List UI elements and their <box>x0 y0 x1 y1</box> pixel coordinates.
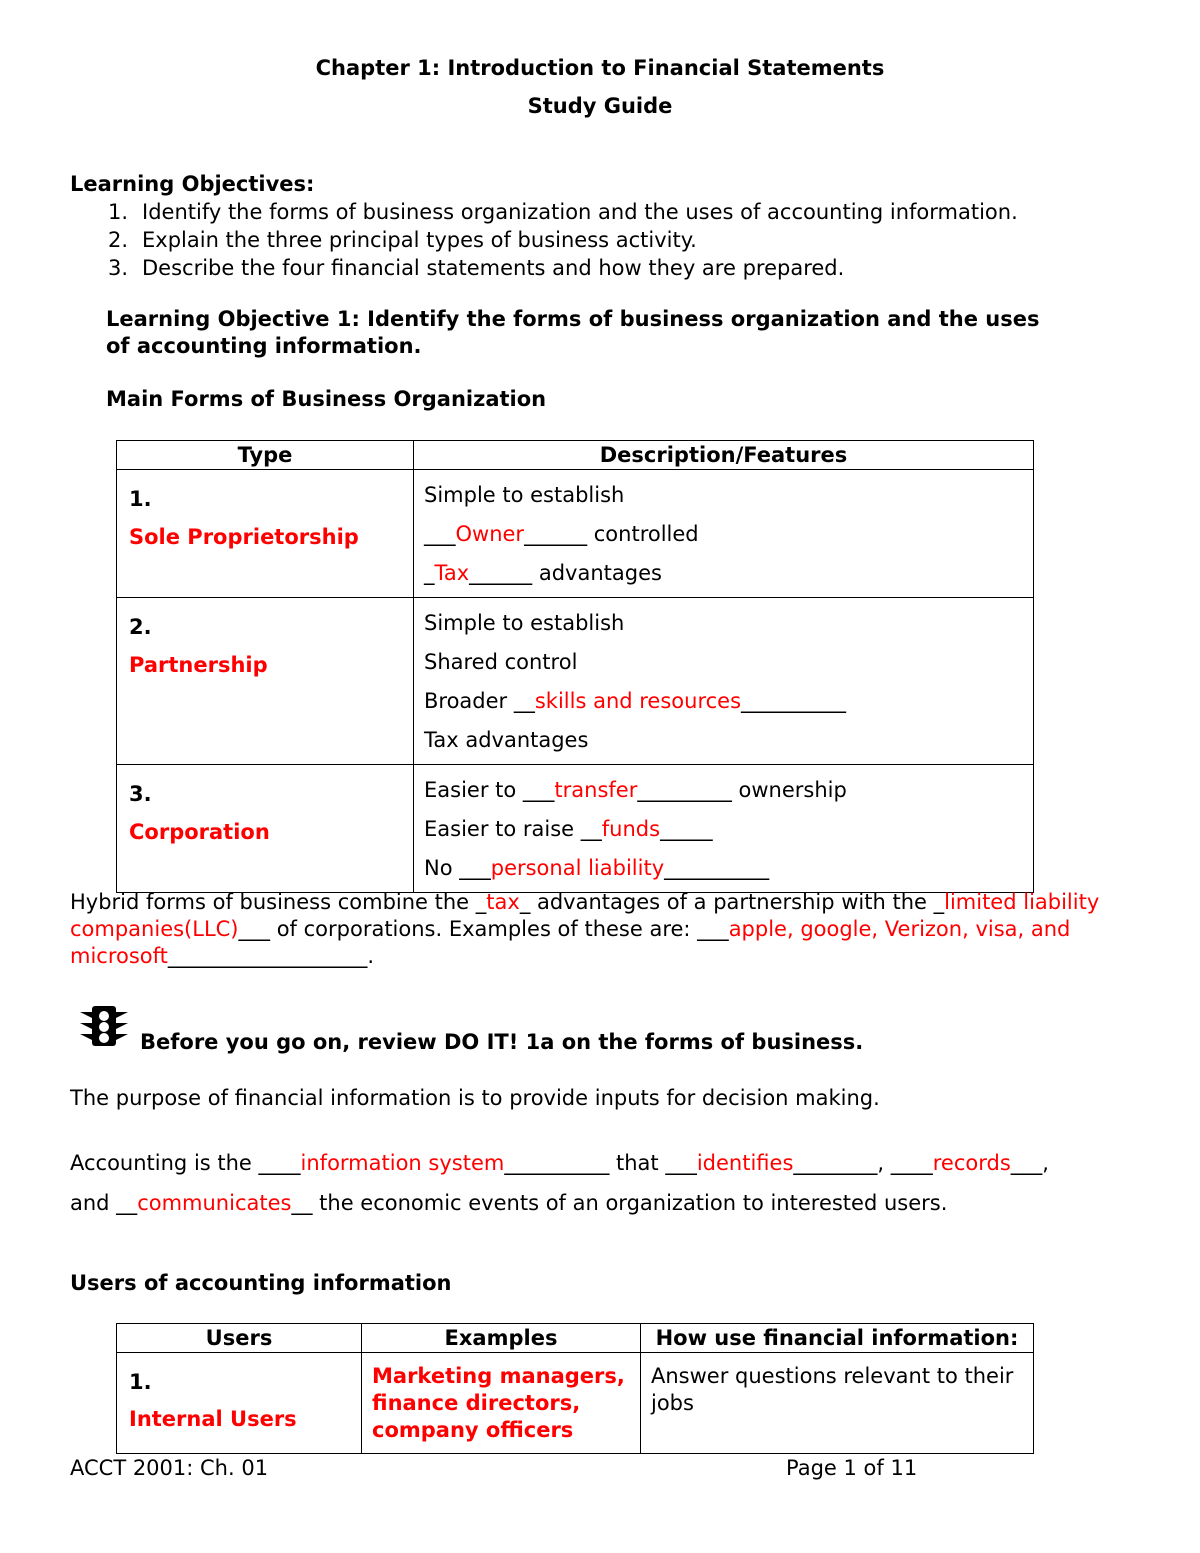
user-type: Internal Users <box>129 1407 297 1431</box>
type-cell: 2. Partnership <box>117 598 414 765</box>
form-name: Corporation <box>129 820 270 844</box>
doit-reminder: Before you go on, review DO IT! 1a on the forms of business. <box>140 1030 864 1054</box>
footer-course: ACCT 2001: Ch. 01 <box>70 1456 269 1480</box>
answer-text: skills and resources <box>534 689 742 713</box>
table-row <box>117 1353 1034 1454</box>
footer-page-number: Page 1 of 11 <box>786 1456 918 1480</box>
page-title: Chapter 1: Introduction to Financial Statements <box>315 56 885 80</box>
form-name: Sole Proprietorship <box>129 525 359 549</box>
hybrid-paragraph: Hybrid forms of business combine the _tax_ advantages of a partnership with the _limited liability companies(LLC)___ of corporations. Examples of these are: ___apple, google, Verizon, visa, and microsoft___________________. <box>70 890 1100 968</box>
column-header-examples: Examples <box>362 1324 641 1353</box>
type-cell: 3. Corporation <box>117 765 414 893</box>
objective-1-heading: Learning Objective 1: Identify the forms of business organization and the uses of accounting information. <box>106 307 1040 358</box>
description-cell: Simple to establish Shared control Broader __skills and resources__________ Tax advantages <box>414 598 1034 765</box>
accounting-definition-line-1: Accounting is the ____information system__________ that ___identifies________, ____records___, <box>70 1151 1049 1175</box>
answer-text: Tax <box>434 561 470 585</box>
answer-text: limited liability companies(LLC) <box>70 890 1100 941</box>
answer-text: tax <box>486 890 520 914</box>
forms-table-heading: Main Forms of Business Organization <box>106 387 547 411</box>
table-header-row <box>117 1324 1034 1353</box>
answer-text: information system <box>300 1151 505 1175</box>
table-row <box>117 765 1034 893</box>
answer-text: communicates <box>137 1191 292 1215</box>
answer-text: Owner <box>455 522 525 546</box>
forms-table <box>116 440 1034 893</box>
list-item: 2. Explain the three principal types of business activity. <box>108 228 697 252</box>
users-cell: 1. Internal Users <box>117 1353 362 1454</box>
answer-text: records <box>932 1151 1011 1175</box>
answer-text: apple, google, Verizon, visa, and microsoft <box>70 917 1071 968</box>
description-cell: Easier to ___transfer_________ ownership Easier to raise __funds_____ No ___personal liability__________ <box>414 765 1034 893</box>
list-item: 1. Identify the forms of business organization and the uses of accounting information. <box>108 200 1018 224</box>
accounting-definition-line-2: and __communicates__ the economic events of an organization to interested users. <box>70 1191 948 1215</box>
list-item: 3. Describe the four financial statements and how they are prepared. <box>108 256 845 280</box>
column-header-users: Users <box>117 1324 362 1353</box>
learning-objectives-list <box>70 198 1018 282</box>
learning-objectives-heading: Learning Objectives: <box>70 172 315 196</box>
column-header-description: Description/Features <box>414 441 1034 470</box>
column-header-how: How use financial information: <box>641 1324 1034 1353</box>
answer-text: Marketing managers, finance directors, company officers <box>372 1364 625 1442</box>
answer-text: identifies <box>696 1151 794 1175</box>
table-header-row <box>117 441 1034 470</box>
description-cell: Simple to establish ___Owner______ controlled _Tax______ advantages <box>414 470 1034 598</box>
type-cell: 1. Sole Proprietorship <box>117 470 414 598</box>
users-table-heading: Users of accounting information <box>70 1271 452 1295</box>
examples-cell <box>362 1353 641 1454</box>
answer-text: transfer <box>554 778 638 802</box>
traffic-light-icon <box>76 1002 132 1050</box>
column-header-type: Type <box>117 441 414 470</box>
form-name: Partnership <box>129 653 268 677</box>
answer-text: funds <box>601 817 661 841</box>
how-cell: Answer questions relevant to their jobs <box>641 1353 1034 1454</box>
answer-text: personal liability <box>490 856 665 880</box>
table-row <box>117 598 1034 765</box>
users-table <box>116 1323 1034 1454</box>
purpose-paragraph: The purpose of financial information is to provide inputs for decision making. <box>70 1086 880 1110</box>
table-row <box>117 470 1034 598</box>
page-subtitle: Study Guide <box>527 94 673 118</box>
